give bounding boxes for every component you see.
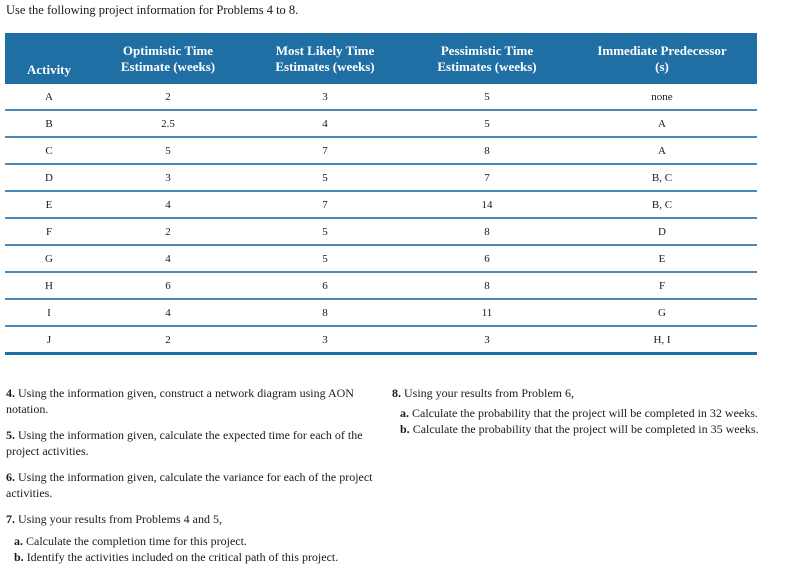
problem-item bbox=[6, 427, 376, 459]
header-line: Estimates (weeks) bbox=[275, 58, 375, 74]
sub-label: a. bbox=[14, 534, 23, 548]
problem-item bbox=[6, 385, 376, 417]
table-cell: 2 bbox=[93, 84, 243, 110]
table-row bbox=[5, 137, 757, 164]
table-row bbox=[5, 245, 757, 272]
problem-text: Using the information given, calculate the expected time for each of the project activities. bbox=[6, 428, 363, 458]
header-line: Immediate Predecessor bbox=[597, 42, 727, 58]
table-cell: 6 bbox=[407, 245, 567, 272]
table-row bbox=[5, 191, 757, 218]
project-table bbox=[5, 33, 757, 355]
table-cell: A bbox=[567, 137, 757, 164]
table-cell: 7 bbox=[243, 137, 407, 164]
table-cell: H, I bbox=[567, 326, 757, 354]
table-cell: 4 bbox=[93, 245, 243, 272]
table-cell: 4 bbox=[93, 191, 243, 218]
header-line: Pessimistic Time bbox=[440, 42, 534, 58]
problem-number: 4. bbox=[6, 386, 15, 400]
table-cell: G bbox=[5, 245, 93, 272]
table-cell: 5 bbox=[407, 110, 567, 137]
problem-text: Using the information given, calculate the variance for each of the project activities. bbox=[6, 470, 373, 500]
header-predecessor bbox=[567, 33, 757, 84]
sub-label: a. bbox=[400, 406, 409, 420]
table-cell: 5 bbox=[93, 137, 243, 164]
table-cell: 8 bbox=[407, 272, 567, 299]
problems-right-column bbox=[392, 385, 764, 437]
table-cell: C bbox=[5, 137, 93, 164]
table-cell: 3 bbox=[407, 326, 567, 354]
problems-left-column bbox=[6, 385, 376, 565]
problem-item bbox=[392, 385, 764, 401]
table-cell: 5 bbox=[243, 245, 407, 272]
table-cell: G bbox=[567, 299, 757, 326]
problem-item bbox=[6, 511, 376, 527]
table-cell: A bbox=[5, 84, 93, 110]
sub-text: Identify the activities included on the critical path of this project. bbox=[26, 550, 339, 564]
sub-label: b. bbox=[400, 422, 410, 436]
table-cell: 3 bbox=[243, 84, 407, 110]
table-cell: 5 bbox=[243, 164, 407, 191]
table-row bbox=[5, 218, 757, 245]
table-cell: 8 bbox=[407, 137, 567, 164]
sub-problem bbox=[6, 533, 376, 549]
table-cell: B, C bbox=[567, 164, 757, 191]
table-body bbox=[5, 84, 757, 354]
table-cell: 6 bbox=[243, 272, 407, 299]
header-most-likely bbox=[243, 33, 407, 84]
table-cell: none bbox=[567, 84, 757, 110]
table-cell: I bbox=[5, 299, 93, 326]
sub-label: b. bbox=[14, 550, 24, 564]
table-cell: F bbox=[5, 218, 93, 245]
intro-text: Use the following project information for Problems 4 to 8. bbox=[6, 3, 299, 17]
header-line: Estimates (weeks) bbox=[437, 58, 537, 74]
table-cell: B bbox=[5, 110, 93, 137]
header-line: Estimate (weeks) bbox=[120, 58, 216, 74]
header-optimistic bbox=[93, 33, 243, 84]
table-cell: A bbox=[567, 110, 757, 137]
problem-item bbox=[6, 469, 376, 501]
sub-problem bbox=[392, 405, 764, 421]
sub-problem bbox=[6, 549, 376, 565]
table-cell: 8 bbox=[407, 218, 567, 245]
table-cell: 3 bbox=[93, 164, 243, 191]
table-cell: F bbox=[567, 272, 757, 299]
problem-number: 7. bbox=[6, 512, 15, 526]
sub-text: Calculate the probability that the project will be completed in 32 weeks. bbox=[412, 406, 758, 420]
table-row bbox=[5, 84, 757, 110]
table-row bbox=[5, 164, 757, 191]
table-cell: 14 bbox=[407, 191, 567, 218]
table-row bbox=[5, 272, 757, 299]
table-cell: E bbox=[567, 245, 757, 272]
table-cell: 8 bbox=[243, 299, 407, 326]
problem-number: 6. bbox=[6, 470, 15, 484]
header-line: Activity bbox=[26, 62, 72, 77]
table-cell: D bbox=[567, 218, 757, 245]
table-cell: E bbox=[5, 191, 93, 218]
problem-text: Using the information given, construct a network diagram using AON notation. bbox=[6, 386, 354, 416]
header-pessimistic bbox=[407, 33, 567, 84]
header-line: (s) bbox=[655, 58, 669, 74]
problem-text: Using your results from Problem 6, bbox=[404, 386, 574, 400]
table-cell: 5 bbox=[243, 218, 407, 245]
table-cell: D bbox=[5, 164, 93, 191]
table-cell: 2.5 bbox=[93, 110, 243, 137]
header-line: Most Likely Time bbox=[275, 42, 375, 58]
table-row bbox=[5, 326, 757, 354]
table-row bbox=[5, 299, 757, 326]
table-cell: B, C bbox=[567, 191, 757, 218]
table-cell: J bbox=[5, 326, 93, 354]
problem-text: Using your results from Problems 4 and 5, bbox=[18, 512, 222, 526]
table-header-row bbox=[5, 33, 757, 84]
table-cell: 11 bbox=[407, 299, 567, 326]
table-cell: 4 bbox=[93, 299, 243, 326]
problem-number: 5. bbox=[6, 428, 15, 442]
project-table-container bbox=[5, 33, 757, 355]
table-cell: 2 bbox=[93, 218, 243, 245]
table-cell: 7 bbox=[407, 164, 567, 191]
sub-text: Calculate the probability that the project will be completed in 35 weeks. bbox=[412, 422, 759, 436]
table-cell: 3 bbox=[243, 326, 407, 354]
sub-problem bbox=[392, 421, 764, 437]
table-cell: 4 bbox=[243, 110, 407, 137]
table-cell: 6 bbox=[93, 272, 243, 299]
table-cell: 5 bbox=[407, 84, 567, 110]
sub-text: Calculate the completion time for this project. bbox=[26, 534, 247, 548]
problem-number: 8. bbox=[392, 386, 401, 400]
table-cell: H bbox=[5, 272, 93, 299]
table-row bbox=[5, 110, 757, 137]
header-activity bbox=[5, 33, 93, 84]
header-line: Optimistic Time bbox=[122, 42, 214, 58]
table-cell: 2 bbox=[93, 326, 243, 354]
table-cell: 7 bbox=[243, 191, 407, 218]
